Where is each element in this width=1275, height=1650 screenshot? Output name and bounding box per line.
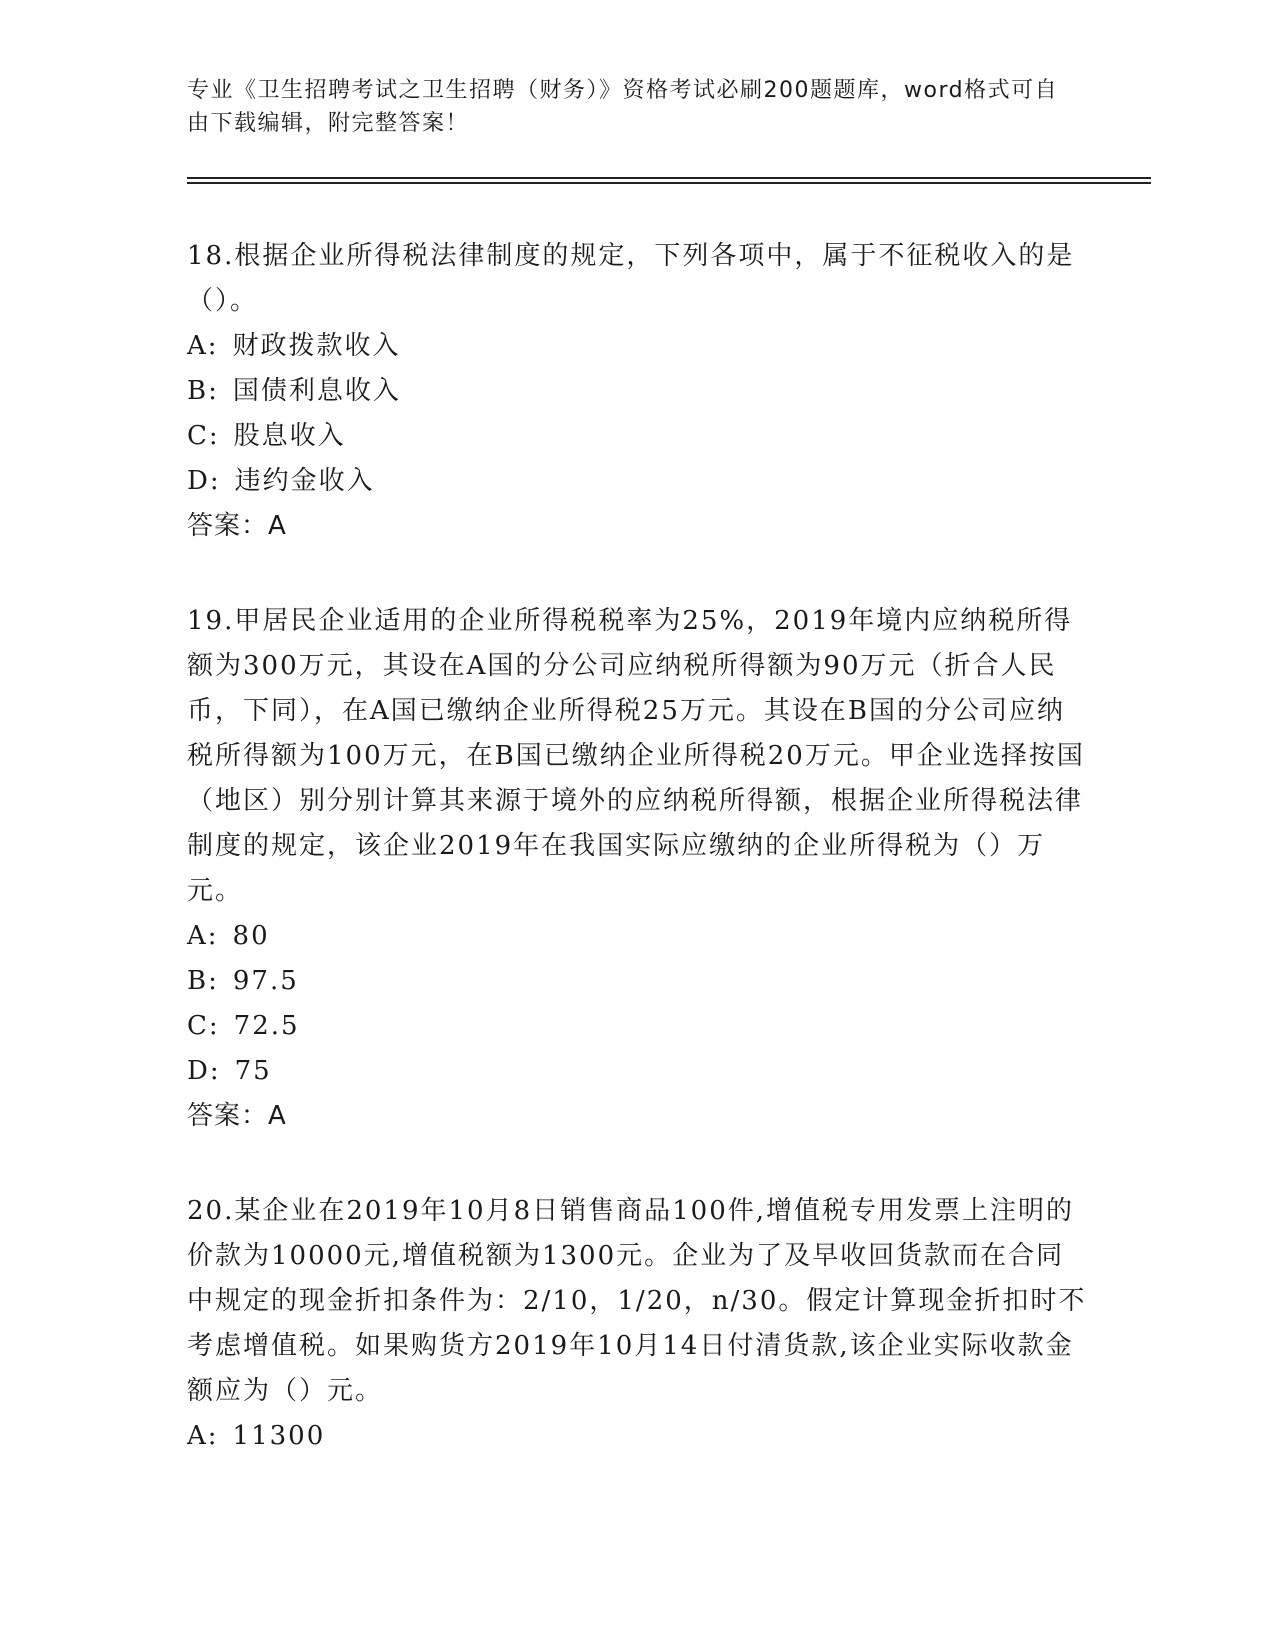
option-text: 财政拨款收入: [232, 331, 401, 361]
option-a: [187, 324, 1087, 369]
option-c: [187, 414, 1087, 459]
option-separator: :: [207, 921, 219, 951]
option-d: [187, 1049, 1087, 1094]
option-letter: A: [187, 921, 208, 951]
option-letter: C: [187, 1011, 209, 1041]
option-text: 80: [232, 921, 270, 951]
question-20: [187, 1189, 1087, 1459]
option-text: 股息收入: [233, 421, 346, 451]
question-stem: 19.甲居民企业适用的企业所得税税率为25%，2019年境内应纳税所得额为300万元，其设在A国的分公司应纳税所得额为90万元（折合人民币，下同），在A国已缴纳企业所得税25万元。其设在B国的分公司应纳税所得额为100万元，在B国已缴纳企业所得税20万元。甲企业选择按国（地区）别分别计算其来源于境外的应纳税所得额，根据企业所得税法律制度的规定，该企业2019年在我国实际应缴纳的企业所得税为（）万元。: [187, 606, 1085, 906]
header-rule-bottom: [187, 182, 1151, 184]
option-separator: :: [208, 376, 219, 406]
option-b: [187, 369, 1087, 414]
header-rule-top: [187, 177, 1151, 179]
option-text: 国债利息收入: [232, 376, 401, 406]
option-c: [187, 1004, 1087, 1049]
question-stem: 18.根据企业所得税法律制度的规定，下列各项中，属于不征税收入的是（）。: [187, 241, 1075, 316]
question-18: [187, 234, 1087, 549]
option-separator: :: [207, 331, 219, 361]
option-letter: B: [187, 376, 209, 406]
option-b: [187, 959, 1087, 1004]
option-separator: :: [208, 421, 220, 451]
option-letter: B: [187, 966, 209, 996]
option-separator: :: [209, 1056, 221, 1086]
option-text: 72.5: [233, 1011, 300, 1041]
question-list: [187, 234, 1087, 1509]
question-stem: 20.某企业在2019年10月8日销售商品100件,增值税专用发票上注明的价款为10000元,增值税额为1300元。企业为了及早收回货款而在合同中规定的现金折扣条件为：2/10，1/20，n/30。假定计算现金折扣时不考虑增值税。如果购货方2019年10月14日付清货款,该企业实际收款金额应为（）元。: [187, 1196, 1087, 1406]
option-separator: :: [209, 466, 221, 496]
option-letter: C: [187, 421, 209, 451]
option-letter: A: [187, 1421, 208, 1451]
option-text: 75: [234, 1056, 272, 1086]
option-text: 11300: [232, 1421, 326, 1451]
option-letter: A: [187, 331, 208, 361]
answer-line: 答案：A: [187, 511, 287, 541]
option-text: 97.5: [232, 966, 299, 996]
option-a: [187, 914, 1087, 959]
option-a: [187, 1414, 1087, 1459]
option-text: 违约金收入: [234, 466, 375, 496]
document-header: 专业《卫生招聘考试之卫生招聘（财务）》资格考试必刷200题题库，word格式可自由下载编辑，附完整答案！: [187, 78, 1059, 136]
option-separator: :: [208, 1011, 220, 1041]
answer-line: 答案：A: [187, 1101, 287, 1131]
option-d: [187, 459, 1087, 504]
option-letter: D: [187, 466, 210, 496]
option-letter: D: [187, 1056, 210, 1086]
option-separator: :: [207, 1421, 219, 1451]
option-separator: :: [208, 966, 219, 996]
question-19: [187, 599, 1087, 1139]
